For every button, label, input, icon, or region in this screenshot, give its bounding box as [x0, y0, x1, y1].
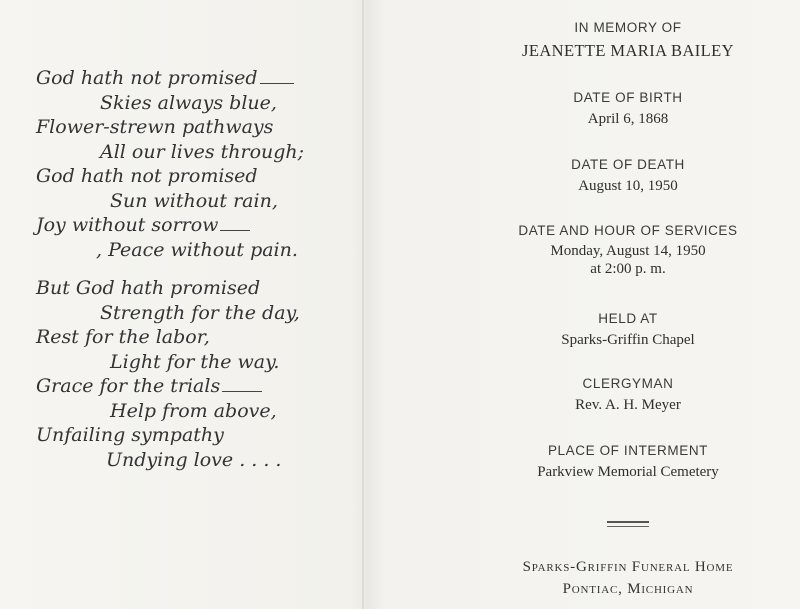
deceased-name: JEANETTE MARIA BAILEY — [522, 41, 734, 60]
held-at-label: HELD AT — [598, 311, 658, 326]
poem-line: Strength for the day, — [100, 301, 300, 324]
poem-line: Rest for the labor, — [36, 326, 210, 348]
poem-line: Help from above, — [110, 399, 277, 422]
services-label: DATE AND HOUR OF SERVICES — [518, 223, 738, 238]
poem-line: , Peace without pain. — [96, 238, 298, 261]
poem-line: Undying love . . . . — [106, 448, 282, 471]
page-fold — [362, 0, 364, 609]
interment-label: PLACE OF INTERMENT — [547, 443, 709, 458]
funeral-home-block — [480, 559, 776, 598]
in-memory-block — [480, 20, 776, 61]
services-date: Monday, August 14, 1950 — [550, 243, 706, 259]
poem-line: But God hath promised — [36, 277, 261, 299]
poem-line: Skies always blue, — [100, 91, 277, 114]
held-at-place: Sparks-Griffin Chapel — [561, 332, 695, 348]
services-time: at 2:00 p. m. — [590, 261, 666, 277]
poem-line: God hath not promised — [36, 66, 336, 91]
interment-place: Parkview Memorial Cemetery — [537, 464, 719, 480]
death-date: August 10, 1950 — [578, 178, 678, 194]
poem-stanza-1 — [36, 66, 336, 262]
in-memory-label: IN MEMORY OF — [574, 20, 682, 35]
death-block — [480, 157, 776, 195]
poem-line: All our lives through; — [100, 140, 305, 163]
funeral-home-city: Pontiac, Michigan — [562, 581, 694, 597]
poem-line: Sun without rain, — [110, 189, 278, 212]
clergyman-block — [480, 376, 776, 414]
held-at-block — [480, 311, 776, 349]
divider-rule — [607, 526, 649, 527]
death-label: DATE OF DEATH — [571, 157, 685, 172]
clergyman-label: CLERGYMAN — [582, 376, 674, 391]
birth-label: DATE OF BIRTH — [573, 90, 683, 105]
services-block — [480, 223, 776, 278]
birth-block — [480, 90, 776, 128]
poem-stanza-2 — [36, 276, 336, 472]
poem-line: Joy without sorrow — [36, 213, 336, 238]
poem — [36, 66, 336, 486]
poem-line: Light for the way. — [110, 350, 280, 373]
interment-block — [480, 443, 776, 481]
clergyman-name: Rev. A. H. Meyer — [575, 397, 681, 413]
poem-line: Grace for the trials — [36, 374, 336, 399]
poem-line: Flower-strewn pathways — [36, 116, 274, 138]
divider-rule — [607, 521, 649, 523]
funeral-home-name: Sparks-Griffin Funeral Home — [522, 559, 734, 575]
poem-line: God hath not promised — [36, 165, 258, 187]
birth-date: April 6, 1868 — [587, 111, 669, 127]
poem-line: Unfailing sympathy — [36, 424, 224, 446]
